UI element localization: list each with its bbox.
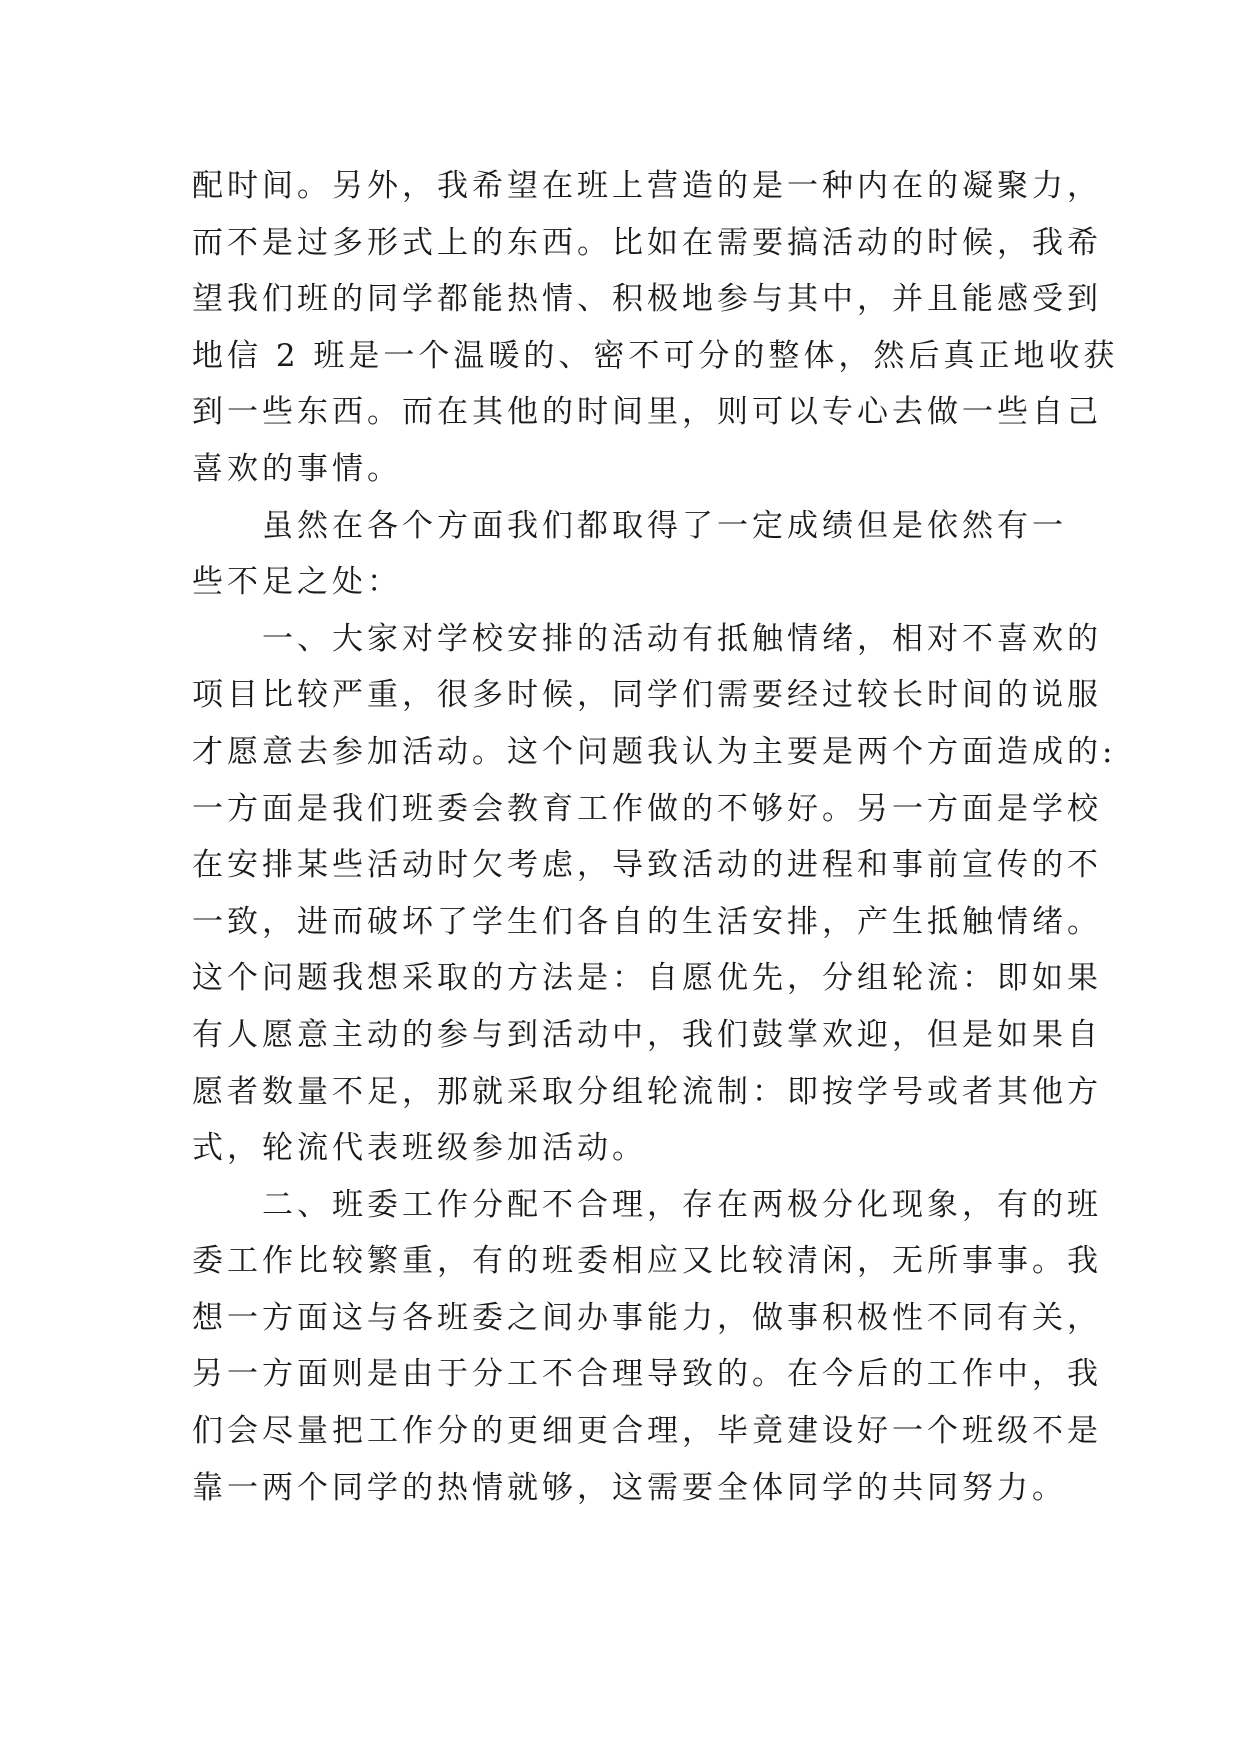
text-line: 另一方面则是由于分工不合理导致的。在今后的工作中，我 [192, 1356, 1102, 1393]
text-line: 些不足之处： [192, 564, 402, 601]
document-body [192, 158, 1119, 1516]
text-line: 委工作比较繁重，有的班委相应又比较清闲，无所事事。我 [192, 1243, 1102, 1280]
paragraph-1 [192, 158, 1119, 498]
text-line: 到一些东西。而在其他的时间里，则可以专心去做一些自己 [192, 394, 1102, 431]
text-line: 在安排某些活动时欠考虑，导致活动的进程和事前宣传的不 [192, 847, 1102, 884]
text-line: 靠一两个同学的热情就够，这需要全体同学的共同努力。 [192, 1469, 1067, 1506]
text-line: 们会尽量把工作分的更细更合理，毕竟建设好一个班级不是 [192, 1413, 1102, 1450]
paragraph-2 [192, 498, 1067, 611]
text-line: 才愿意去参加活动。这个问题我认为主要是两个方面造成的: [192, 733, 1117, 770]
text-line: 虽然在各个方面我们都取得了一定成绩但是依然有一 [262, 507, 1067, 544]
text-line: 式，轮流代表班级参加活动。 [192, 1130, 647, 1167]
text-line: 而不是过多形式上的东西。比如在需要搞活动的时候，我希 [192, 224, 1102, 261]
text-line: 有人愿意主动的参与到活动中，我们鼓掌欢迎，但是如果自 [192, 1016, 1102, 1053]
text-line: 喜欢的事情。 [192, 450, 402, 487]
text-line: 想一方面这与各班委之间办事能力，做事积极性不同有关， [192, 1299, 1102, 1336]
text-line: 一致，进而破坏了学生们各自的生活安排，产生抵触情绪。 [192, 903, 1102, 940]
text-line: 一、大家对学校安排的活动有抵触情绪，相对不喜欢的 [262, 620, 1102, 657]
paragraph-3 [192, 611, 1117, 1177]
text-line: 项目比较严重，很多时候，同学们需要经过较长时间的说服 [192, 677, 1102, 714]
text-line: 一方面是我们班委会教育工作做的不够好。另一方面是学校 [192, 790, 1102, 827]
text-line: 望我们班的同学都能热情、积极地参与其中，并且能感受到 [192, 281, 1102, 318]
text-line: 地信 2 班是一个温暖的、密不可分的整体，然后真正地收获 [192, 337, 1119, 374]
text-line: 二、班委工作分配不合理，存在两极分化现象，有的班 [262, 1186, 1102, 1223]
text-line: 愿者数量不足，那就采取分组轮流制：即按学号或者其他方 [192, 1073, 1102, 1110]
paragraph-4 [192, 1177, 1102, 1517]
text-line: 这个问题我想采取的方法是：自愿优先，分组轮流：即如果 [192, 960, 1102, 997]
text-line: 配时间。另外，我希望在班上营造的是一种内在的凝聚力， [192, 168, 1102, 204]
